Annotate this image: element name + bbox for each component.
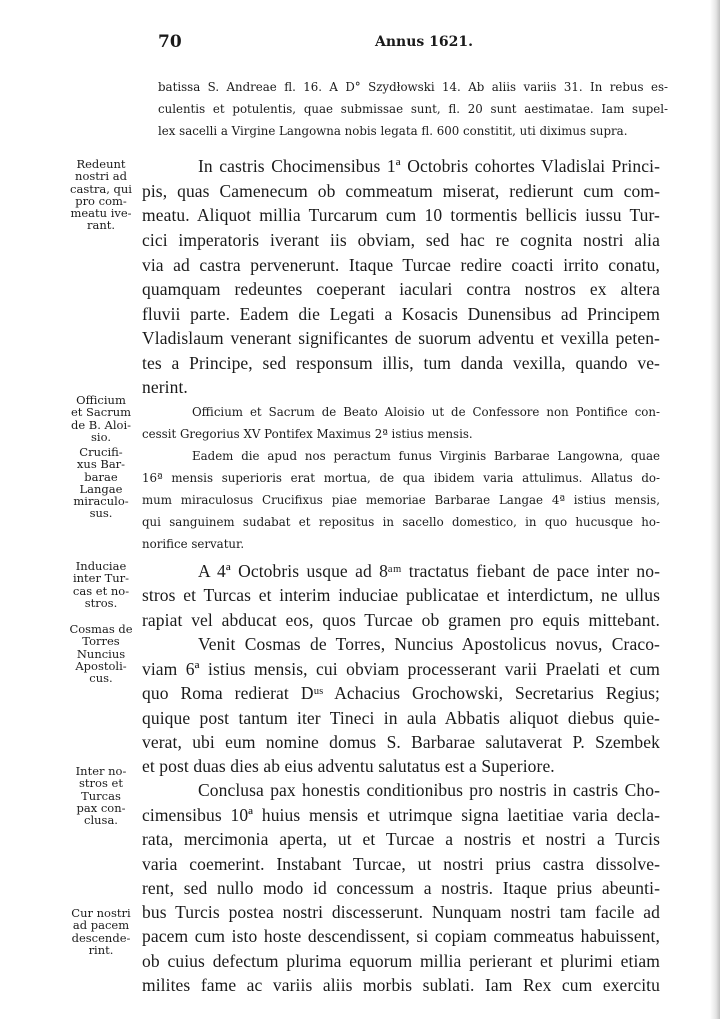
paragraph-line: pis, quas Camenecum ob commeatum miserat, redierunt cum com- xyxy=(142,181,660,201)
paragraph-line: Venit Cosmas de Torres, Nuncius Apostolicus novus, Craco- xyxy=(198,634,660,654)
paragraph-line: ob cuius defectum plurima equorum millia perierant et plurimi etiam xyxy=(142,951,660,971)
paragraph-line: quique post tantum iter Tineci in aula Abbatis aliquot diebus quie- xyxy=(142,708,660,728)
paragraph-line: A 4ª Octobris usque ad 8ᵃᵐ tractatus fiebant de pace inter no- xyxy=(198,561,660,581)
paragraph-line: pacem cum isto hoste descendissent, si copiam commeatus habuissent, xyxy=(142,926,660,946)
paragraph-line: varia coemerint. Instabant Turcae, ut nostri prius castra dissolve- xyxy=(142,854,660,874)
paragraph-line: meatu. Aliquot millia Turcarum cum 10 tormentis bellicis iussu Tur- xyxy=(142,205,660,225)
paragraph-line: via ad castra pervenerunt. Itaque Turcae redire coacti irrito conatu, xyxy=(142,255,660,275)
paragraph-line: bus Turcis postea nostri discesserunt. Nunquam nostri tam facile ad xyxy=(142,902,660,922)
paragraph-line: cici imperatoris iverant iis obviam, sed hac re cognita nostri alia xyxy=(142,230,660,250)
paragraph-line: verat, ubi eum nomine domus S. Barbarae salutaverat P. Szembek xyxy=(142,732,660,752)
margin-note-crucifixus: Crucifi- xus Bar- barae Langae miraculo- sus. xyxy=(73,445,129,521)
paragraph-line: quo Roma redierat Dᵘˢ Achacius Grochowski, Secretarius Regius; xyxy=(142,683,660,703)
paragraph-line: cessit Gregorius XV Pontifex Maximus 2ª istius mensis. xyxy=(142,427,473,441)
margin-note-officium: Officium et Sacrum de B. Aloi- sio. xyxy=(70,393,132,444)
paragraph-line: qui sanguinem sudabat et repositus in sacello domestico, in quo hucusque ho- xyxy=(142,515,660,529)
paragraph-line: milites fame ac variis aliis morbis sublati. Iam Rex cum exercitu xyxy=(142,975,660,995)
paragraph-line: viam 6ª istius mensis, cui obviam processerant varii Praelati et cum xyxy=(142,659,660,679)
top-block-line: culentis et potulentis, quae submissae sunt, fl. 20 sunt aestimatae. Iam supel- xyxy=(158,102,668,116)
paragraph-line: Officium et Sacrum de Beato Aloisio ut de Confessore non Pontifice con- xyxy=(192,405,660,419)
paragraph-line: rent, sed nullo modo id concessum a nostris. Itaque prius abeunti- xyxy=(142,878,660,898)
paragraph-line: Eadem die apud nos peractum funus Virginis Barbarae Langowna, quae xyxy=(192,449,660,463)
paragraph-line: cimensibus 10ª huius mensis et utrimque signa laetitiae varia decla- xyxy=(142,805,660,825)
paragraph-line: nerint. xyxy=(142,377,188,397)
paragraph-line: tes a Principe, sed responsum illis, tum danda vexilla, quando ve- xyxy=(142,353,660,373)
paragraph-line: et post duas dies ab eius adventu salutatus est a Superiore. xyxy=(142,756,555,776)
paragraph-line: mum miraculosus Crucifixus piae memoriae Barbarae Langae 4ª istius mensis, xyxy=(142,493,660,507)
page-number: 70 xyxy=(158,32,182,52)
paragraph-line: rapiat vel abducat eos, quos Turcae ob gramen pro equis mittebant. xyxy=(142,610,660,630)
paragraph-line: quamquam redeuntes coeperant iaculari contra nostros ex altera xyxy=(142,279,660,299)
paragraph-line: 16ª mensis superioris erat mortua, de qua ibidem varia attulimus. Allatus do- xyxy=(142,471,660,485)
top-block-line: lex sacelli a Virgine Langowna nobis legata fl. 600 constitit, uti diximus supra. xyxy=(158,124,628,138)
margin-note-induciae: Induciae inter Tur- cas et no- stros. xyxy=(72,559,130,610)
margin-note-cosmas: Cosmas de Torres Nuncius Apostoli- cus. xyxy=(69,622,133,686)
paragraph-line: fluvii parte. Eadem die Legati a Kosacis Dunensibus ad Principem xyxy=(142,304,660,324)
page-edge-shadow xyxy=(710,0,720,1019)
margin-note-redeunt: Redeunt nostri ad castra, qui pro com- meatu ive- rant. xyxy=(70,157,132,233)
paragraph-line: rata, mercimonia aperta, ut et Turcae a nostris et nostri a Turcis xyxy=(142,829,660,849)
top-block-line: batissa S. Andreae fl. 16. A D° Szydłowski 14. Ab aliis variis 31. In rebus es- xyxy=(158,80,668,94)
paragraph-line: Conclusa pax honestis conditionibus pro nostris in castris Cho- xyxy=(198,780,660,800)
paragraph-line: In castris Chocimensibus 1ª Octobris cohortes Vladislai Princi- xyxy=(198,156,660,176)
margin-note-cur-nostri: Cur nostri ad pacem descende- rint. xyxy=(71,906,131,957)
margin-note-pax: Inter no- stros et Turcas pax con- clusa. xyxy=(75,764,127,828)
paragraph-line: norifice servatur. xyxy=(142,537,245,551)
paragraph-line: stros et Turcas et interim induciae publicatae et interdictum, ne ullus xyxy=(142,585,660,605)
paragraph-line: Vladislaum venerant significantes de suorum adventu et vexilla peten- xyxy=(142,328,660,348)
running-head: Annus 1621. xyxy=(375,34,473,50)
